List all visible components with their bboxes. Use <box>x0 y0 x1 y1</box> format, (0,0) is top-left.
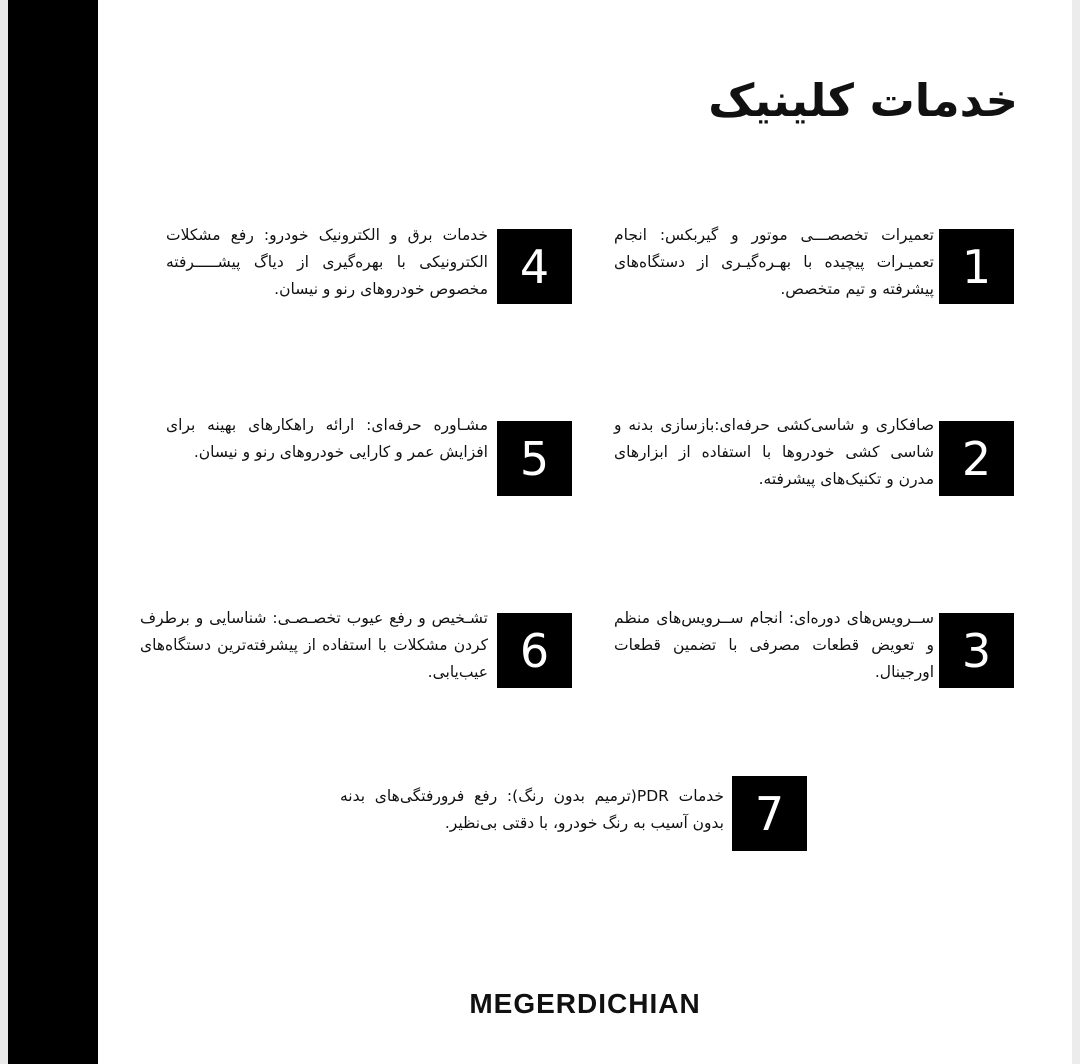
service-text-7: خدمات PDR(ترمیم بدون رنگ): رفع فرورفتگی‌های بدنه بدون آسیب به رنگ خودرو، با دقتی بی‌نظیر. <box>340 787 724 832</box>
service-text-5: مشـاوره حرفه‌ای: ارائه راهکارهای بهینه برای افزایش عمر و کارایی خودروهای رنو و نیسان. <box>166 416 488 461</box>
service-text-6: تشـخیص و رفع عیوب تخصـصـی: شناسایی و برطرف کردن مشکلات با استفاده از پیشرفته‌ترین دستگاه‌های عیب‌یابی. <box>140 609 488 681</box>
service-number-7: 7 <box>732 776 807 851</box>
service-number-2: 2 <box>939 421 1014 496</box>
right-edge <box>1072 0 1080 1064</box>
page-title: خدمات کلینیک <box>708 74 1018 127</box>
service-number-6: 6 <box>497 613 572 688</box>
document-page <box>98 0 1072 1064</box>
left-black-bar <box>8 0 98 1064</box>
service-text-2: صافکاری و شاسی‌کشی حرفه‌ای:بازسازی بدنه و شاسی کشی خودروها با استفاده از ابزارهای مدرن و تکنیک‌های پیشرفته. <box>614 416 934 488</box>
service-number-1: 1 <box>939 229 1014 304</box>
service-text-1: تعمیرات تخصصـــی موتور و گیربکس: انجام تعمیـرات پیچیده با بهـره‌گیـری از دستگاه‌های پیشرفته و تیم متخصص. <box>614 226 934 298</box>
service-number-3: 3 <box>939 613 1014 688</box>
service-number-4: 4 <box>497 229 572 304</box>
service-number-5: 5 <box>497 421 572 496</box>
service-text-3: ســرویس‌های دوره‌ای: انجام ســرویس‌های منظم و تعویض قطعات مصرفی با تضمین قطعات اورجینال. <box>614 609 934 681</box>
left-edge <box>0 0 8 1064</box>
brand-logo-text: MEGERDICHIAN <box>469 988 701 1019</box>
service-text-4: خدمات برق و الکترونیک خودرو: رفع مشکلات الکترونیکی با بهره‌گیری از دیاگ پیشـــــرفته مخصوص خودروهای رنو و نیسان. <box>166 226 488 298</box>
